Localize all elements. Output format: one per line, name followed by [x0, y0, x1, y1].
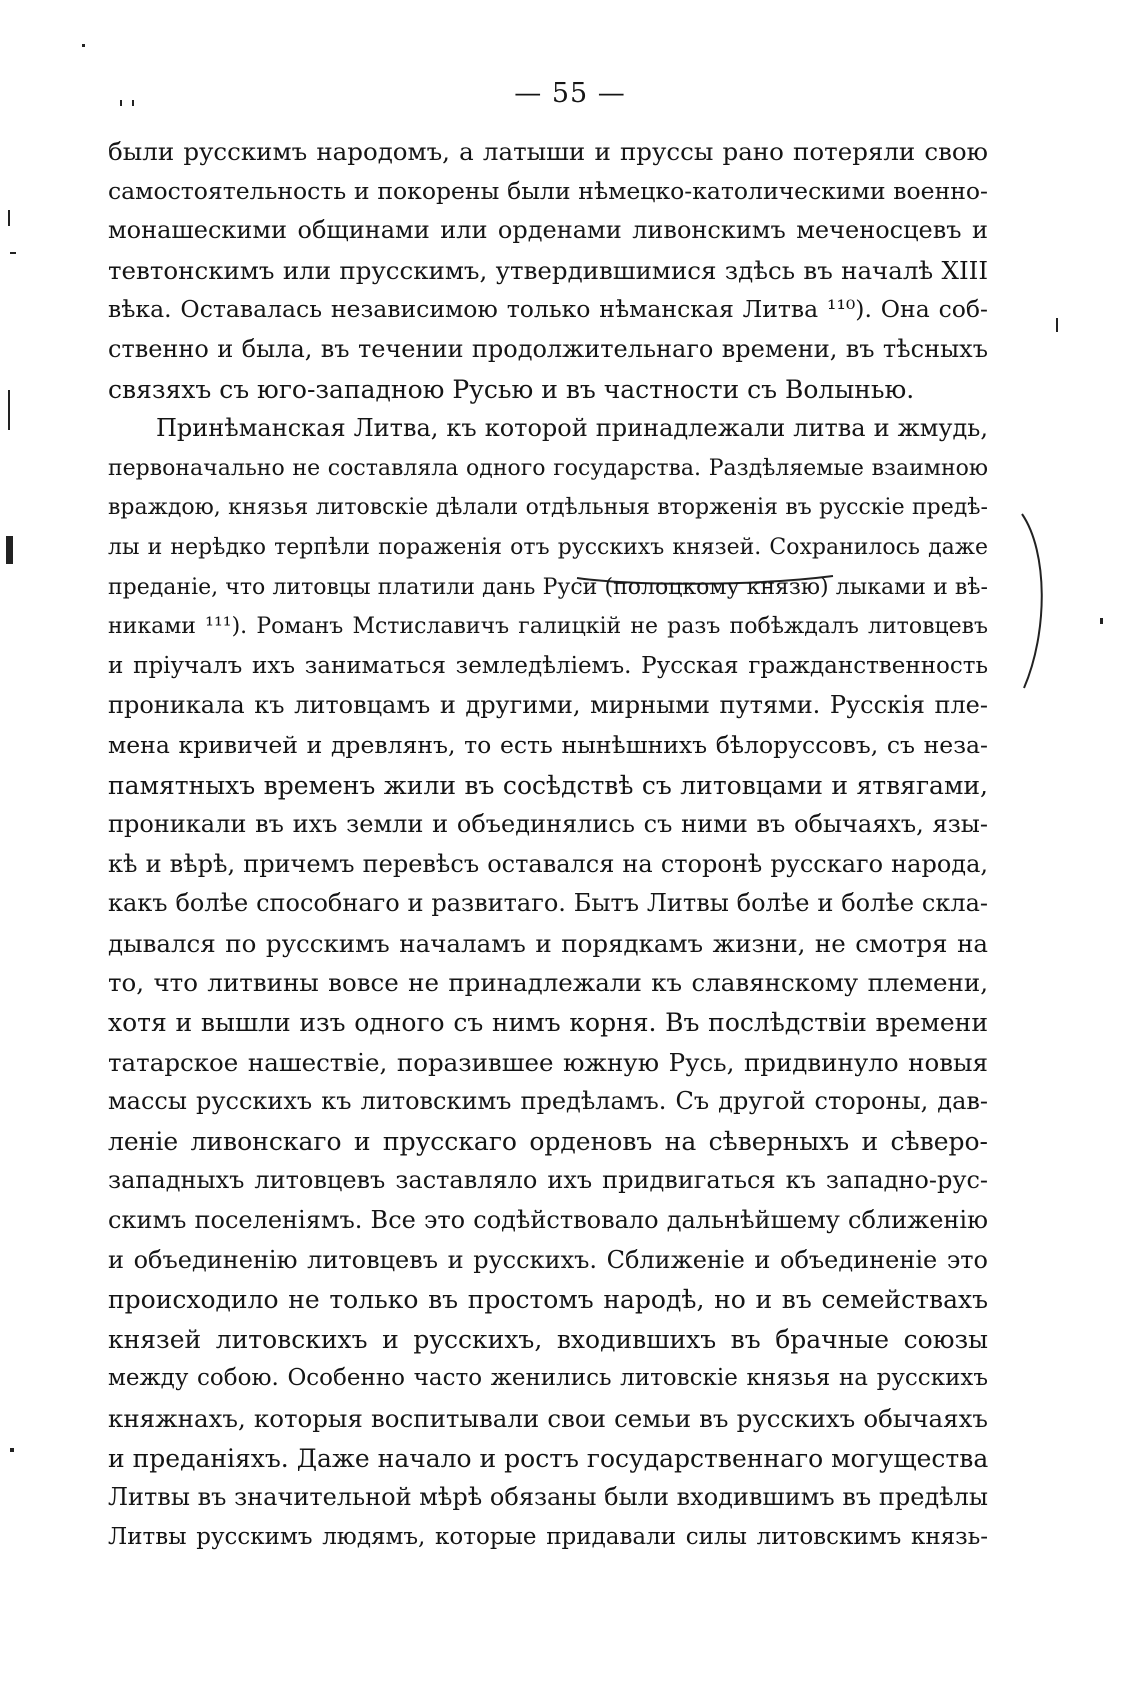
page-number: — 55 —: [514, 78, 626, 109]
text-line: враждою, князья литовскіе дѣлали отдѣльныя вторженія въ русскіе предѣ-: [108, 495, 988, 521]
scan-mark: [1100, 618, 1103, 624]
text-line: Литвы въ значительной мѣрѣ обязаны были входившимъ въ предѣлы: [108, 1483, 988, 1512]
text-line: скимъ поселеніямъ. Все это содѣйствовало дальнѣйшему сближенію: [108, 1206, 988, 1235]
text-line: кѣ и вѣрѣ, причемъ перевѣсъ оставался на сторонѣ русскаго народа,: [108, 849, 988, 878]
text-line: Принѣманская Литва, къ которой принадлежали литва и жмудь,: [156, 414, 988, 443]
text-line: княжнахъ, которыя воспитывали свои семьи въ русскихъ обычаяхъ: [108, 1404, 988, 1433]
text-line: были русскимъ народомъ, а латыши и пруссы рано потеряли свою: [108, 137, 988, 166]
text-line: то, что литвины вовсе не принадлежали къ славянскому племени,: [108, 968, 988, 998]
scan-mark: [8, 210, 10, 226]
text-line: лы и нерѣдко терпѣли пораженія отъ русскихъ князей. Сохранилось даже: [108, 534, 988, 560]
scan-mark: [1056, 318, 1058, 332]
text-line: первоначально не составляла одного государства. Раздѣляемые взаимною: [108, 455, 988, 481]
margin-bracket-mark: [1018, 512, 1058, 692]
scan-mark: [6, 536, 13, 564]
text-line: памятныхъ временъ жили въ сосѣдствѣ съ литовцами и ятвягами,: [108, 770, 988, 800]
text-line: связяхъ съ юго-западною Русью и въ частности съ Волынью.: [108, 374, 915, 404]
text-line: никами ¹¹¹). Романъ Мстиславичъ галицкій не разъ побѣждалъ литовцевъ: [108, 614, 988, 640]
text-line: происходило не только въ простомъ народѣ, но и въ семействахъ: [108, 1285, 988, 1315]
text-line: западныхъ литовцевъ заставляло ихъ придвигаться къ западно-рус-: [108, 1166, 988, 1195]
text-line: самостоятельность и покорены были нѣмецко-католическими военно-: [108, 176, 988, 205]
scan-mark: [10, 1448, 14, 1452]
text-line: массы русскихъ къ литовскимъ предѣламъ. Съ другой стороны, дав-: [108, 1087, 988, 1116]
text-line: монашескими общинами или орденами ливонскимъ меченосцевъ и: [108, 216, 988, 245]
scan-mark: [10, 252, 16, 254]
text-line: Литвы русскимъ людямъ, которые придавали силы литовскимъ князь-: [108, 1523, 988, 1550]
body-text: [108, 132, 988, 1557]
text-line: проникала къ литовцамъ и другими, мирными путями. Русскія пле-: [108, 691, 988, 720]
scan-mark: [8, 390, 10, 430]
text-line: ственно и была, въ течении продолжительнаго времени, въ тѣсныхъ: [108, 334, 988, 363]
text-line: тевтонскимъ или прусскимъ, утвердившимися здѣсь въ началѣ XIII: [108, 255, 988, 285]
scan-mark: [82, 44, 85, 47]
text-line: преданіе, что литовцы платили дань Руси (полоцкому князю) лыками и вѣ-: [108, 574, 988, 600]
text-line: между собою. Особенно часто женились литовскіе князья на русскихъ: [108, 1365, 988, 1392]
text-line: князей литовскихъ и русскихъ, входившихъ въ брачные союзы: [108, 1324, 988, 1354]
text-line: какъ болѣе способнаго и развитаго. Бытъ Литвы болѣе и болѣе скла-: [108, 889, 988, 918]
scan-mark: [120, 100, 122, 106]
text-line: и объединенію литовцевъ и русскихъ. Сближеніе и объединеніе это: [108, 1245, 988, 1274]
text-line: дывался по русскимъ началамъ и порядкамъ жизни, не смотря на: [108, 928, 988, 958]
text-line: леніе ливонскаго и прусскаго орденовъ на сѣверныхъ и сѣверо-: [108, 1126, 988, 1156]
text-line: мена кривичей и древлянъ, то есть нынѣшнихъ бѣлоруссовъ, съ неза-: [108, 730, 988, 759]
text-line: татарское нашествіе, поразившее южную Русь, придвинуло новыя: [108, 1047, 988, 1077]
text-line: проникали въ ихъ земли и объединялись съ ними въ обычаяхъ, язы-: [108, 810, 988, 839]
scan-mark: [132, 100, 134, 106]
text-line: и пріучалъ ихъ заниматься земледѣліемъ. Русская гражданственность: [108, 652, 988, 679]
text-line: вѣка. Оставалась независимою только нѣманская Литва ¹¹⁰). Она соб-: [108, 295, 988, 324]
text-line: хотя и вышли изъ одного съ нимъ корня. Въ послѣдствіи времени: [108, 1008, 988, 1038]
text-line: и преданіяхъ. Даже начало и ростъ государственнаго могущества: [108, 1443, 988, 1473]
